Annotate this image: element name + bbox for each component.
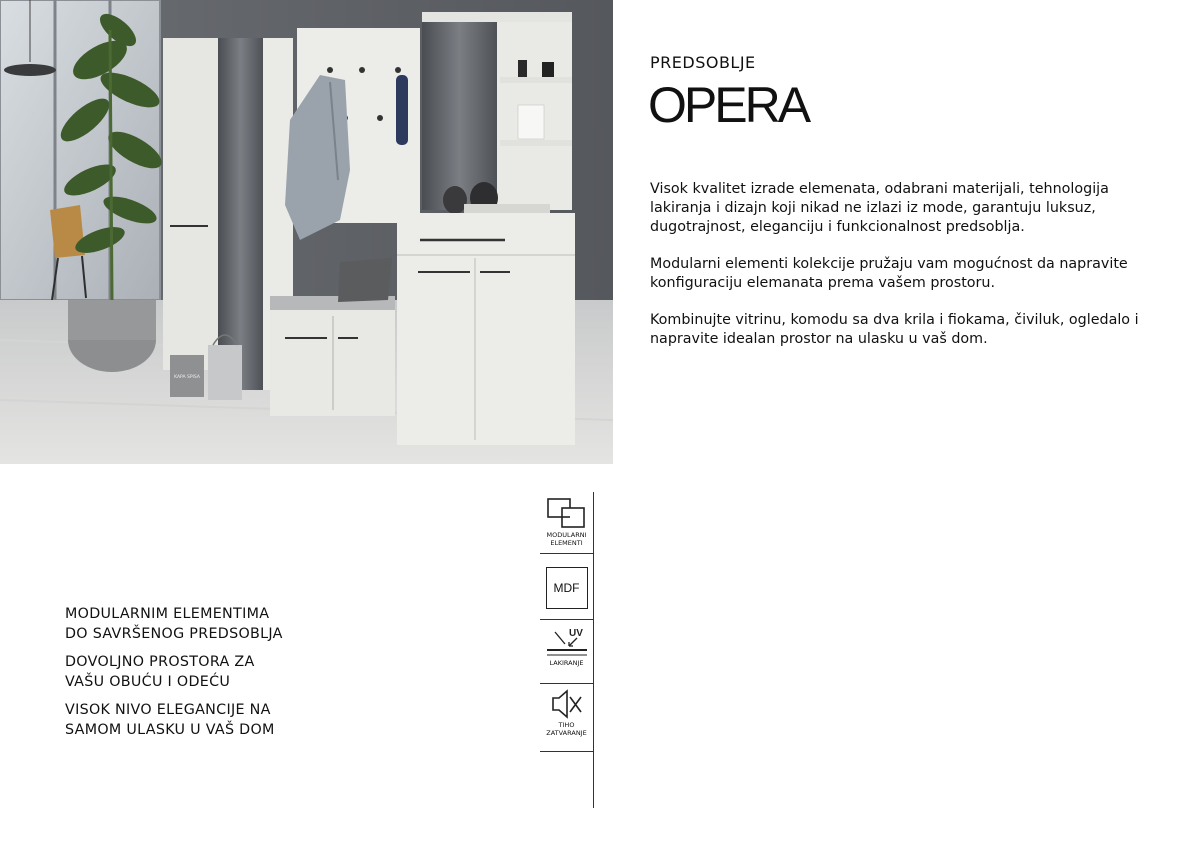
mdf-icon: MDF <box>546 567 588 609</box>
feature-item: VISOK NIVO ELEGANCIJE NA SAMOM ULASKU U VAŠ DOM <box>65 702 275 738</box>
modular-elements-icon <box>545 496 589 532</box>
description-paragraph: Modularni elementi kolekcije pružaju vam mogućnost da napravite konfiguraciju elemanata prema vašem prostoru. <box>650 256 1128 291</box>
product-title: OPERA <box>648 77 809 133</box>
feature-list <box>65 605 325 749</box>
description-paragraph: Visok kvalitet izrade elemenata, odabrani materijali, tehnologija lakiranja i dizajn koji nikad ne izlazi iz mode, garantuju luksuz, dugotrajnost, eleganciju i funkcionalnost predsoblja. <box>650 181 1109 235</box>
icon-column-divider <box>593 492 594 808</box>
bag-label: KAPA SPISA <box>174 375 200 380</box>
feature-icon-soft-close: TIHO ZATVARANJE <box>540 686 593 752</box>
feature-item: MODULARNIM ELEMENTIMA DO SAVRŠENOG PREDSOBLJA <box>65 606 283 642</box>
uv-lacquer-icon <box>545 622 589 660</box>
svg-text:UV: UV <box>568 628 583 639</box>
product-description <box>650 180 1160 367</box>
feature-icon-lacquer: UV LAKIRANJE <box>540 622 593 684</box>
soft-close-icon <box>545 686 589 722</box>
feature-icon-modular: MODULARNI ELEMENTI <box>540 496 593 554</box>
feature-icon-mdf <box>540 556 593 620</box>
description-paragraph: Kombinujte vitrinu, komodu sa dva krila i fiokama, čiviluk, ogledalo i napravite idealan prostor na ulasku u vaš dom. <box>650 312 1139 347</box>
feature-item: DOVOLJNO PROSTORA ZA VAŠU OBUĆU I ODEĆU <box>65 654 255 690</box>
hero-photo <box>0 0 613 464</box>
category-eyebrow: PREDSOBLJE <box>650 53 756 72</box>
